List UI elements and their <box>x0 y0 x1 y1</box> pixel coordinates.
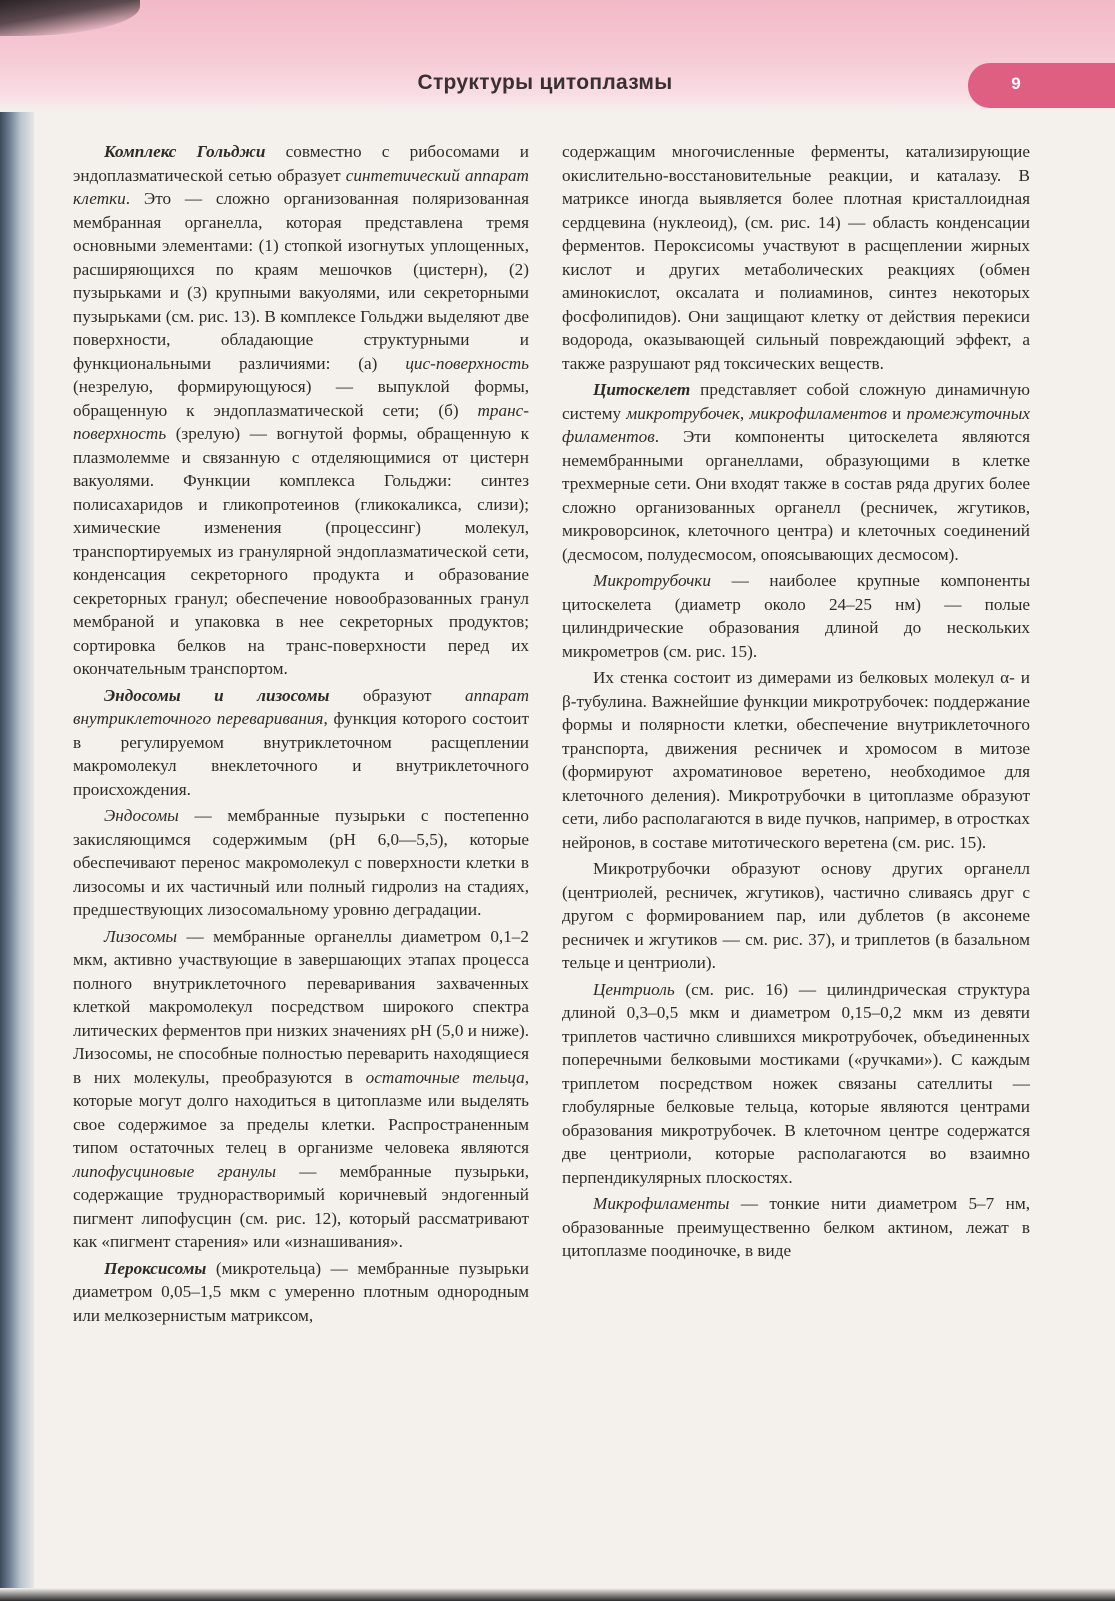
paragraph-microtubules <box>562 569 1030 663</box>
text: , <box>739 403 750 423</box>
term-lysosomes: Лизосомы <box>104 926 178 946</box>
text: . Эти компоненты цитоскелета являются немембранными органеллами, образующими в клетке трехмерные сети. Они входят также в состав ряда других более сложно организованных органелл (ресничек, жгутиков, микроворсинок, клеточного центра) и клеточных соединений (десмосом, полудесмосом, опоясывающих десмосом). <box>562 427 1030 564</box>
right-column <box>562 140 1030 1266</box>
text: Микротрубочки образуют основу других органелл (центриолей, ресничек, жгутиков), частично сливаясь друг с другом с формированием пар, или дублетов (в аксонеме ресничек и жгутиков — см. рис. 37), и триплетов (в базальном тельце и центриоли). <box>562 859 1030 972</box>
text: — мембранные органеллы диаметром 0,1–2 мкм, активно участвующие в завершающих этапах процесса полного внутриклеточного переваривания захваченных клеткой макромолекул посредством широкого спектра литических ферментов при низких значениях pH (5,0 и ниже). Лизосомы, не способные полностью переварить находящиеся в них молекулы, преобразуются в <box>73 926 529 1087</box>
text: — мембранные пузырьки с постепенно закисляющимся содержимым (pH 6,0—5,5), которые обеспечивают перенос макромолекул с поверхности клетки в лизосомы и их частичный или полный гидролиз на стадиях, предшествующих лизосомальному уровню деградации. <box>73 806 529 919</box>
italic-term: остаточные тельца <box>365 1067 525 1087</box>
term-centriole: Центриоль <box>593 979 675 999</box>
term-cytoskeleton: Цитоскелет <box>593 380 691 399</box>
text: (микротельца) — мембранные пузырьки диаметром 0,05–1,5 мкм с умеренно плотным однородным или мелкозернистым матриксом, <box>73 1258 529 1325</box>
italic-term: промежуточных филаментов <box>562 403 1031 446</box>
header-band <box>0 0 1115 112</box>
italic-term: микротрубочек <box>626 403 740 423</box>
text: образуют <box>329 685 466 705</box>
italic-term: микрофиламентов <box>749 403 887 423</box>
text: совместно с рибосомами и эндоплазматической сетью образует <box>73 142 529 185</box>
italic-term: липофусциновые гранулы <box>73 1161 277 1181</box>
text: содержащим многочисленные ферменты, катализирующие окислительно-восстановительные реакции, и каталазу. В матриксе иногда выявляется более плотная кристаллоидная сердцевина (нуклеоид), (см. рис. 14) — область конденсации ферментов. Пероксисомы участвуют в расщеплении жирных кислот и других метаболических реакциях (обмен аминокислот, оксалата и полиаминов, синтез некоторых фосфолипидов). Они защищают клетку от действия перекиси водорода, оказывающей сильный повреждающий эффект, а также разрушают ряд токсических веществ. <box>562 142 1030 373</box>
text: и <box>886 403 907 423</box>
text: (зрелую) — вогнутой формы, обращенную к плазмолемме и связанную с отделяющимися от цистерн вакуолями. Функции комплекса Гольджи: синтез полисахаридов и гликопротеинов (гликокаликса, слизи); химические изменения (процессинг) молекул, транспортируемых из гранулярной эндоплазматической сети, конденсация секреторного продукта и образование секреторных гранул; обеспечение новообразованных гранул мембраной и упаковка в нее секреторных продуктов; сортировка белков на транс-поверхности перед их окончательным транспортом. <box>73 424 529 678</box>
paragraph-peroxisomes-continued <box>562 140 1030 375</box>
paragraph-endosomes-lysosomes <box>73 684 529 802</box>
paragraph-microtubule-organelles <box>562 857 1030 975</box>
text: , функция которого состоит в регулируемом внутриклеточном расщеплении макромолекул внеклеточного и внутриклеточного происхождения. <box>73 709 529 799</box>
paragraph-centriole <box>562 978 1030 1190</box>
page-number-tab <box>968 63 1115 108</box>
paragraph-endosomes <box>73 804 529 922</box>
term-peroxisomes: Пероксисомы <box>104 1258 207 1278</box>
paragraph-peroxisomes <box>73 1257 529 1328</box>
text: — мембранные пузырьки, содержащие труднорастворимый коричневый эндогенный пигмент липофусцин (см. рис. 12), который рассматривают как «пигмент старения» или «изнашивания». <box>73 1161 529 1251</box>
page-bottom-edge <box>0 1588 1115 1601</box>
book-spine-shadow <box>0 0 34 1601</box>
text: (см. рис. 16) — цилиндрическая структура длиной 0,3–0,5 мкм и диаметром 0,15–0,2 мкм из девяти триплетов частично слившихся микротрубочек, объединенных поперечными белковыми мостиками («ручками»). С каждым триплетом посредством ножек связаны сателлиты — глобулярные белковые тельца, которые являются центрами образования микротрубочек. В клеточном центре содержатся две центриоли, которые располагаются во взаимно перпендикулярных плоскостях. <box>562 979 1030 1187</box>
italic-term: цис-поверхность <box>405 353 529 373</box>
italic-term: синтетический аппарат клетки <box>73 165 529 208</box>
term-microtubules: Микротрубочки <box>593 571 711 590</box>
paragraph-golgi <box>73 140 529 681</box>
italic-term: аппарат внутриклеточного переваривания <box>73 685 529 728</box>
paragraph-cytoskeleton <box>562 378 1030 566</box>
paragraph-lysosomes <box>73 925 529 1254</box>
left-column <box>73 140 529 1330</box>
paragraph-microfilaments <box>562 1192 1030 1263</box>
term-endosomes-lysosomes: Эндосомы и лизосомы <box>104 685 330 705</box>
page-number: 9 <box>1011 74 1021 93</box>
term-endosomes: Эндосомы <box>104 806 179 825</box>
text: , которые могут долго находиться в цитоплазме или выделять свое содержимое за пределы клетки. Распространенным типом остаточных телец в организме человека являются <box>73 1067 529 1157</box>
term-microfilaments: Микрофиламенты <box>593 1194 730 1213</box>
text: представляет собой сложную динамичную систему <box>562 380 1030 423</box>
running-header-title: Структуры цитоплазмы <box>417 71 673 94</box>
text: Их стенка состоит из димерами из белковых молекул α- и β-тубулина. Важнейшие функции микротрубочек: поддержание формы и полярности клетки, обеспечение внутриклеточного транспорта, движения ресничек и хромосом в митозе (формируют ахроматиновое веретено, необходимое для клеточного деления). Микротрубочки в цитоплазме образуют сети, либо располагаются в виде пучков, например, в отростках нейронов, в составе митотического веретена (см. рис. 15). <box>562 668 1030 852</box>
paragraph-tubulin <box>562 666 1030 854</box>
text: (незрелую, формирующуюся) — выпуклой формы, обращенную к эндоплазматической сети; (б) <box>73 377 529 420</box>
text: — наиболее крупные компоненты цитоскелета (диаметр около 24–25 нм) — полые цилиндрические образования длиной до нескольких микрометров (см. рис. 15). <box>562 571 1030 661</box>
term-golgi: Комплекс Гольджи <box>104 142 266 161</box>
italic-term: транс-поверхность <box>73 400 529 443</box>
text: — тонкие нити диаметром 5–7 нм, образованные преимущественно белком актином, лежат в цитоплазме поодиночке, в виде <box>562 1194 1030 1260</box>
text: . Это — сложно организованная поляризованная мембранная органелла, которая представлена тремя основными элементами: (1) стопкой изогнутых уплощенных, расширяющихся по краям мешочков (цистерн), (2) пузырьками и (3) крупными вакуолями, или секреторными пузырьками (см. рис. 13). В комплексе Гольджи выделяют две поверхности, обладающие структурными и функциональными различиями: (а) <box>73 189 529 373</box>
